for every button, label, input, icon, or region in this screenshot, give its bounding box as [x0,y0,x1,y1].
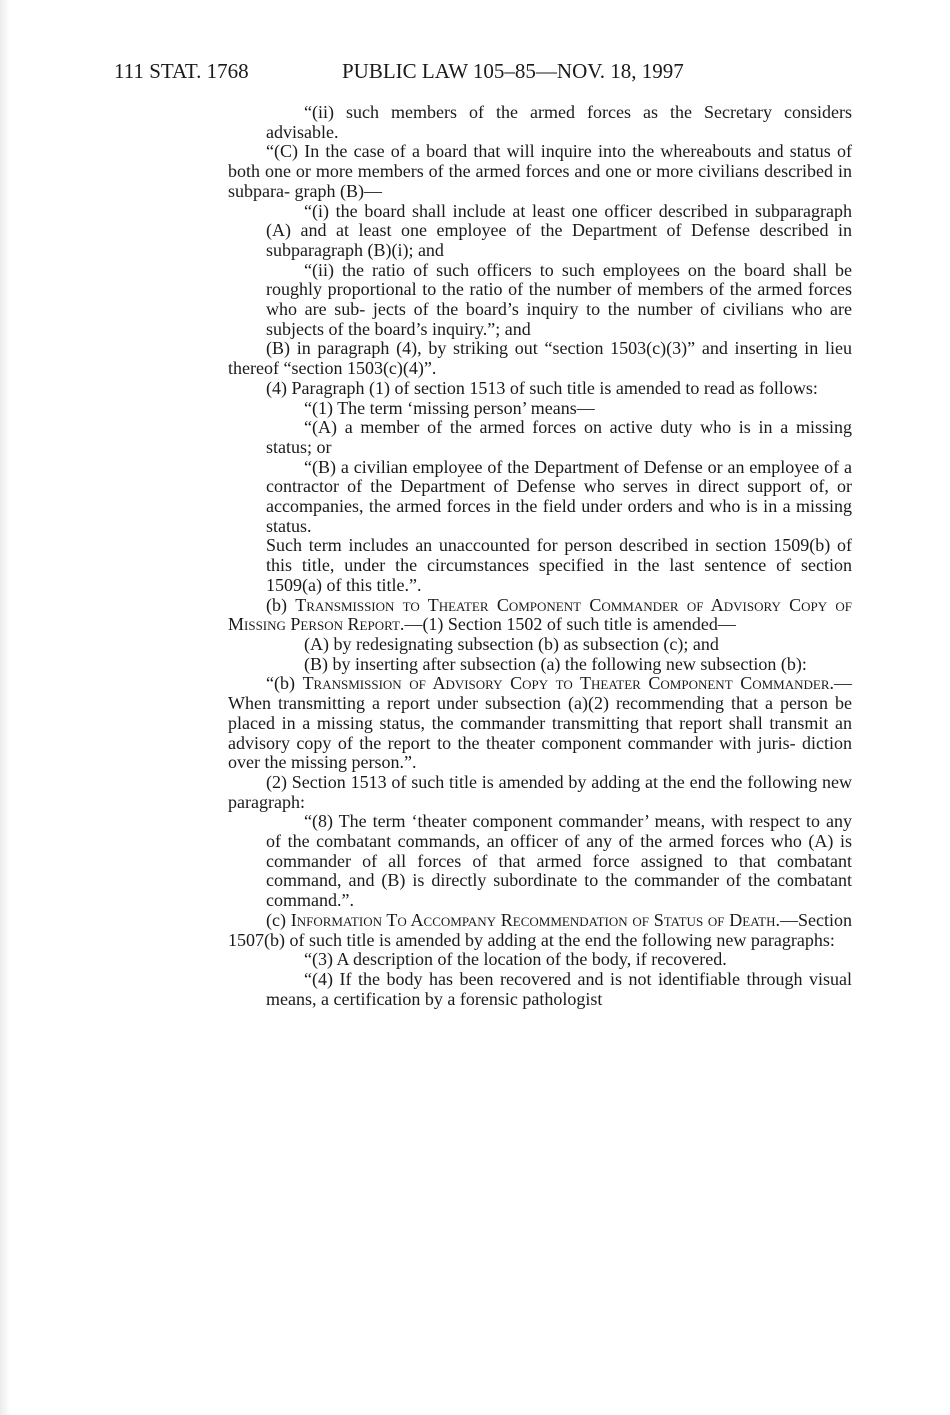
quoted-subsection-b-text: —When transmitting a report under subsection (a)(2) recommending that a person be placed in a missing status, the commander transmitting that report shall transmit an advisory copy of the report to the theater component commander with juris- diction over the missing person.”. [228,673,852,773]
paragraph-4-amendment: (4) Paragraph (1) of section 1513 of such title is amended to read as follows: [266,377,818,398]
statute-text [228,103,852,1009]
redesignating-clause: (A) by redesignating subsection (b) as subsection (c); and [304,633,719,654]
paragraph-3-location: “(3) A description of the location of the body, if recovered. [304,949,727,970]
quoted-subsection-b-marker: “(b) [266,673,295,694]
subparagraph-b-paragraph-4: (B) in paragraph (4), by striking out “section 1503(c)(3)” and inserting in lieu thereof “section 1503(c)(4)”. [228,338,852,379]
subsection-c [228,911,852,950]
definition-subparagraph-b: “(B) a civilian employee of the Department of Defense or an employee of a contractor of the Department of Defense who serves in direct support of, or accompanies, the armed forces in the field under orders and who is in a missing status. [266,456,852,536]
quoted-subsection-b [228,674,852,773]
subparagraph-c: “(C) In the case of a board that will inquire into the whereabouts and status of both one or more members of the armed forces and one or more civilians described in subpara- graph (B)— [228,141,852,201]
paragraph-2-amendment: (2) Section 1513 of such title is amended by adding at the end the following new paragraph: [228,771,852,812]
definition-continuation: Such term includes an unaccounted for person described in section 1509(b) of this title, under the circumstances specified in the last sentence of section 1509(a) of this title.”. [266,535,852,595]
subsection-b-text: —(1) Section 1502 of such title is amended— [404,614,736,635]
subsection-c-heading: Information To Accompany Recommendation of Status of Death. [290,909,781,930]
inserting-clause: (B) by inserting after subsection (a) the following new subsection (b): [304,653,807,674]
statute-page-reference: 111 STAT. 1768 [114,59,249,83]
subsection-c-text: —Section 1507(b) of such title is amended by adding at the end the following new paragraphs: [228,909,853,950]
subsection-b-marker: (b) [266,594,287,615]
definition-missing-person: “(1) The term ‘missing person’ means— [304,397,595,418]
definition-subparagraph-a: “(A) a member of the armed forces on active duty who is in a missing status; or [266,417,852,457]
subsection-c-marker: (c) [266,909,286,930]
subsection-b-heading: Transmission to Theater Component Commander of Advisory Copy of Missing Person Report. [228,594,853,635]
page-edge-shadow [0,0,10,1415]
clause-ii-members: “(ii) such members of the armed forces as the Secretary considers advisable. [266,102,852,142]
subsection-b [228,596,852,635]
clause-ii-ratio: “(ii) the ratio of such officers to such employees on the board shall be roughly proportional to the ratio of the number of members of the armed forces who are sub- jects of the board’s inquiry to the number of civilians who are subjects of the board’s inquiry.”; and [266,259,852,339]
clause-i-board: “(i) the board shall include at least one officer described in subparagraph (A) and at least one employee of the Department of Defense described in subparagraph (B)(i); and [266,200,852,260]
public-law-title: PUBLIC LAW 105–85—NOV. 18, 1997 [342,59,684,83]
quoted-subsection-b-heading: Transmission of Advisory Copy to Theater Component Commander. [302,673,834,694]
paragraph-4-certification: “(4) If the body has been recovered and is not identifiable through visual means, a certification by a forensic pathologist [266,968,852,1009]
definition-theater-component-commander: “(8) The term ‘theater component commander’ means, with respect to any of the combatant commands, an officer of any of the armed forces who (A) is commander of all forces of that armed force assigned to that combatant command, and (B) is directly subordinate to the commander of the combatant command.”. [266,811,852,911]
running-header [114,58,874,84]
